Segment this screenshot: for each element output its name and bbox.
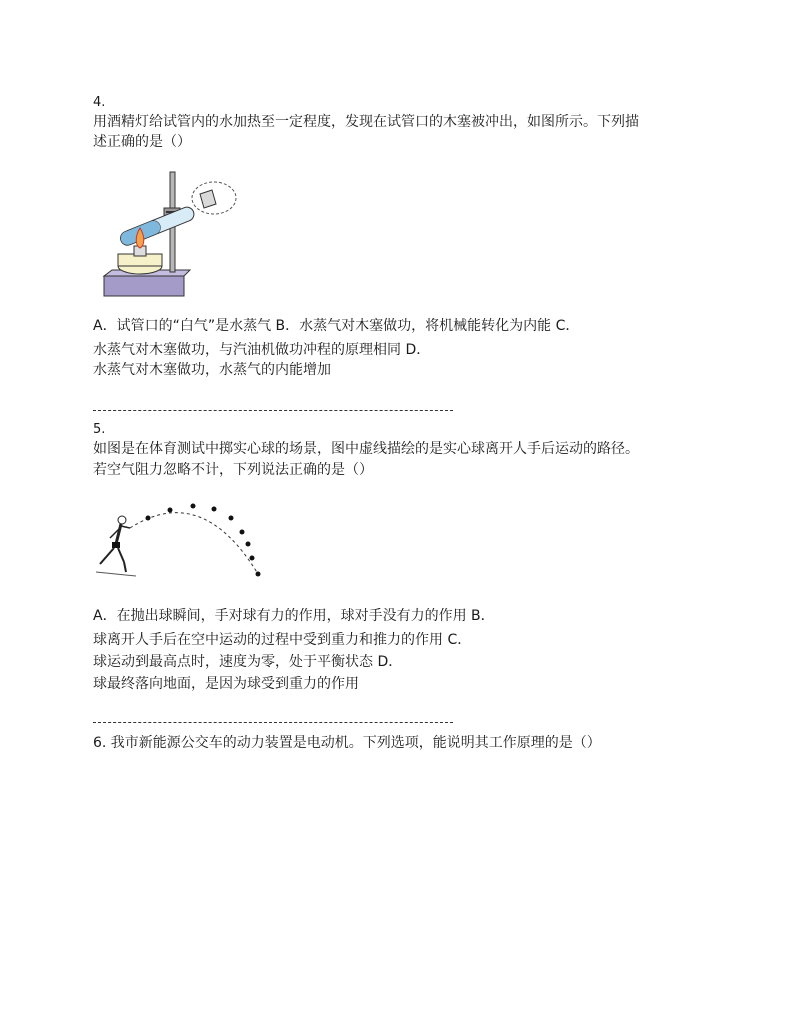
shot-put-trajectory-figure: [92, 500, 267, 582]
test-tube-apparatus-figure: [100, 168, 240, 300]
question-5-option-line-3: 球运动到最高点时，速度为零，处于平衡状态 D．: [93, 654, 403, 670]
question-5-number: 5.: [93, 422, 106, 437]
question-4-option-line-2: 水蒸气对木塞做功，与汽油机做功冲程的原理相同 D．: [93, 342, 431, 358]
question-4-stem-line-1: 用酒精灯给试管内的水加热至一定程度，发现在试管口的木塞被冲出，如图所示。下列描: [93, 114, 639, 130]
question-separator: [93, 722, 453, 723]
question-5-option-line-4: 球最终落向地面，是因为球受到重力的作用: [93, 676, 359, 692]
question-5-stem-line-1: 如图是在体育测试中掷实心球的场景，图中虚线描绘的是实心球离开人手后运动的路径。: [93, 441, 639, 457]
question-4-option-line-3: 水蒸气对木塞做功，水蒸气的内能增加: [93, 362, 331, 378]
question-separator: [93, 410, 453, 411]
question-4-number: 4.: [93, 95, 106, 110]
question-6-stem-line-1: 6. 我市新能源公交车的动力装置是电动机。下列选项，能说明其工作原理的是（）: [93, 735, 601, 751]
question-5-option-line-1: A．在抛出球瞬间，手对球有力的作用，球对手没有力的作用 B．: [93, 608, 495, 624]
question-5-option-line-2: 球离开人手后在空中运动的过程中受到重力和推力的作用 C．: [93, 632, 472, 648]
question-4-stem-line-2: 述正确的是（）: [93, 134, 191, 150]
question-5-stem-line-2: 若空气阻力忽略不计，下列说法正确的是（）: [93, 462, 373, 478]
question-4-option-line-1: A．试管口的“白气”是水蒸气 B．水蒸气对木塞做功，将机械能转化为内能 C．: [93, 318, 580, 334]
